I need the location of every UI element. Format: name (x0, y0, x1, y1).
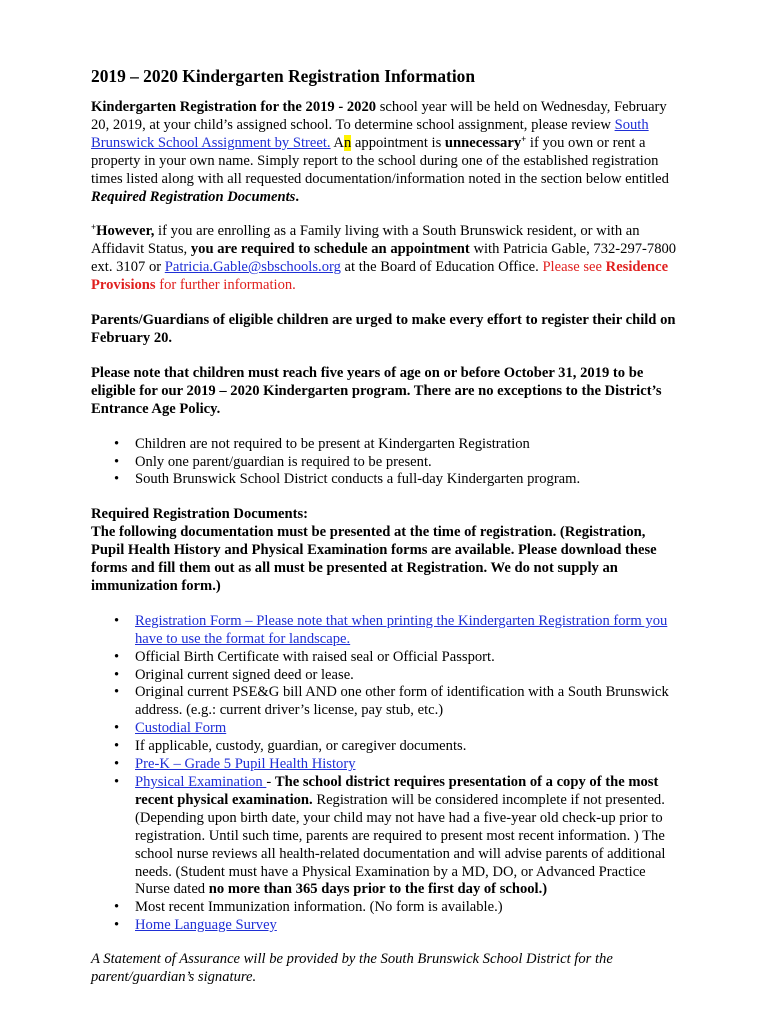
list-item (114, 435, 678, 454)
list-item (114, 684, 678, 720)
intro-text-3: if you own or rent a property in your own name. Simply report to the school during one of the established registration times listed along with all requested documentation/information noted in the section below entitled (91, 134, 669, 187)
list-item (114, 899, 678, 917)
list-item (114, 453, 678, 472)
bullet-icon: • (114, 471, 120, 488)
residence-note-2: for further information. (155, 277, 296, 294)
appointment-text-2: with Patricia Gable, 732-297-7800 ext. 3107 or (91, 241, 677, 276)
required-docs-reference: Required Registration Documents (91, 188, 296, 205)
list-item (114, 720, 678, 738)
list-item (114, 612, 678, 649)
custody-docs-text: If applicable, custody, guardian, or caregiver documents. (135, 738, 467, 755)
registration-lead: Kindergarten Registration for the 2019 - 2020 (91, 99, 377, 115)
intro-text-1: school year will be held on Wednesday, February 20, 2019, at your child’s assigned school. To determine school assignment, please review (91, 99, 667, 133)
phys-dash: - (266, 774, 275, 790)
list-item (114, 774, 678, 899)
phys-deadline: no more than 365 days prior to the first day of school.) (208, 881, 548, 898)
appointment-text-3: at the Board of Education Office. (340, 259, 543, 276)
plus-marker: + (521, 133, 527, 144)
deed-text: Original current signed deed or lease. (135, 666, 354, 683)
bullet-icon: • (114, 453, 120, 470)
bullet-icon: • (114, 684, 120, 701)
list-item-text: Only one parent/guardian is required to be present. (135, 453, 432, 470)
bullet-icon: • (114, 648, 120, 665)
bullet-icon: • (114, 738, 120, 755)
bullet-icon: • (114, 666, 120, 683)
highlight-mark: n (343, 134, 352, 151)
list-item (114, 648, 678, 667)
required-docs-list (91, 613, 678, 935)
registration-intro-paragraph (91, 99, 678, 206)
email-link[interactable]: Patricia.Gable@sbschools.org (164, 259, 341, 276)
required-docs-heading: Required Registration Documents: (91, 506, 308, 523)
however-text: However, (96, 223, 155, 240)
registration-notes-list (91, 436, 678, 490)
urge-paragraph: Parents/Guardians of eligible children are urged to make every effort to register their child on February 20. (91, 312, 676, 346)
phys-details: Registration will be considered incomplete if not presented. (Depending upon birth date, your child may not have had a five-year old check-up prior to registration. Until such time, parents are required to present most recent information. ) The school nurse reviews all health-related documentation and will advise parents of additional needs. (Student must have a Physical Examination by a MD, DO, or Advanced Practice Nurse dated (135, 791, 666, 898)
pseg-text: Original current PSE&G bill AND one other form of identification with a South Brunswick address. (e.g.: current driver’s license, pay stub, etc.) (135, 684, 669, 719)
list-item (114, 756, 678, 774)
assurance-statement: A Statement of Assurance will be provided by the South Brunswick School District for the parent/guardian’s signature. (91, 951, 613, 986)
bullet-icon: • (114, 612, 120, 629)
list-item-text: Children are not required to be present at Kindergarten Registration (135, 435, 530, 452)
list-item (114, 738, 678, 756)
unnecessary-text: unnecessary (444, 134, 522, 151)
bullet-icon: • (114, 435, 120, 452)
page-title: 2019 – 2020 Kindergarten Registration Information (91, 66, 476, 86)
age-policy-paragraph: Please note that children must reach five years of age on or before October 31, 2019 to be eligible for our 2019 – 2020 Kindergarten program. There are no exceptions to the District’s Entrance Age Policy. (91, 364, 662, 417)
residence-provisions: Residence Provisions (91, 259, 669, 294)
custodial-form-link[interactable]: Custodial Form (135, 720, 227, 737)
appointment-required-text: you are required to schedule an appointment (190, 241, 470, 258)
bullet-icon: • (114, 720, 120, 737)
bullet-icon: • (114, 917, 120, 934)
intro-text-2b: appointment is (351, 134, 445, 151)
physical-examination-link[interactable]: Physical Examination (135, 774, 267, 790)
bullet-icon: • (114, 774, 120, 790)
appointment-text-1: if you are enrolling as a Family living with a South Brunswick resident, or with an Affidavit Status, (91, 223, 640, 258)
list-item (114, 471, 678, 489)
health-history-link[interactable]: Pre-K – Grade 5 Pupil Health History (135, 756, 356, 773)
residence-note-1: Please see (542, 259, 606, 276)
list-item (114, 917, 678, 935)
intro-text-2a: A (330, 134, 344, 151)
phys-requirement: The school district requires presentation of a copy of the most recent physical examination. (135, 774, 659, 808)
required-docs-intro: The following documentation must be presented at the time of registration. (Registration, Pupil Health History and Physical Examination forms are available. Please download these forms and fill them out as all must be presented at Registration. We do not supply an immunization form.) (91, 524, 657, 594)
bullet-icon: • (114, 756, 120, 773)
intro-period: . (295, 188, 299, 205)
appointment-paragraph (91, 223, 678, 295)
plus-marker-2: + (91, 222, 97, 233)
home-language-survey-link[interactable]: Home Language Survey (135, 917, 277, 934)
school-assignment-link[interactable]: South Brunswick School Assignment by Street. (91, 116, 649, 151)
list-item-text: South Brunswick School District conducts a full-day Kindergarten program. (135, 471, 581, 488)
birth-certificate-text: Official Birth Certificate with raised seal or Official Passport. (135, 648, 495, 665)
immunization-text: Most recent Immunization information. (No form is available.) (135, 899, 503, 916)
list-item (114, 666, 678, 685)
bullet-icon: • (114, 899, 120, 916)
registration-form-link[interactable]: Registration Form – Please note that when printing the Kindergarten Registration form you have to use the format for landscape. (135, 612, 668, 647)
